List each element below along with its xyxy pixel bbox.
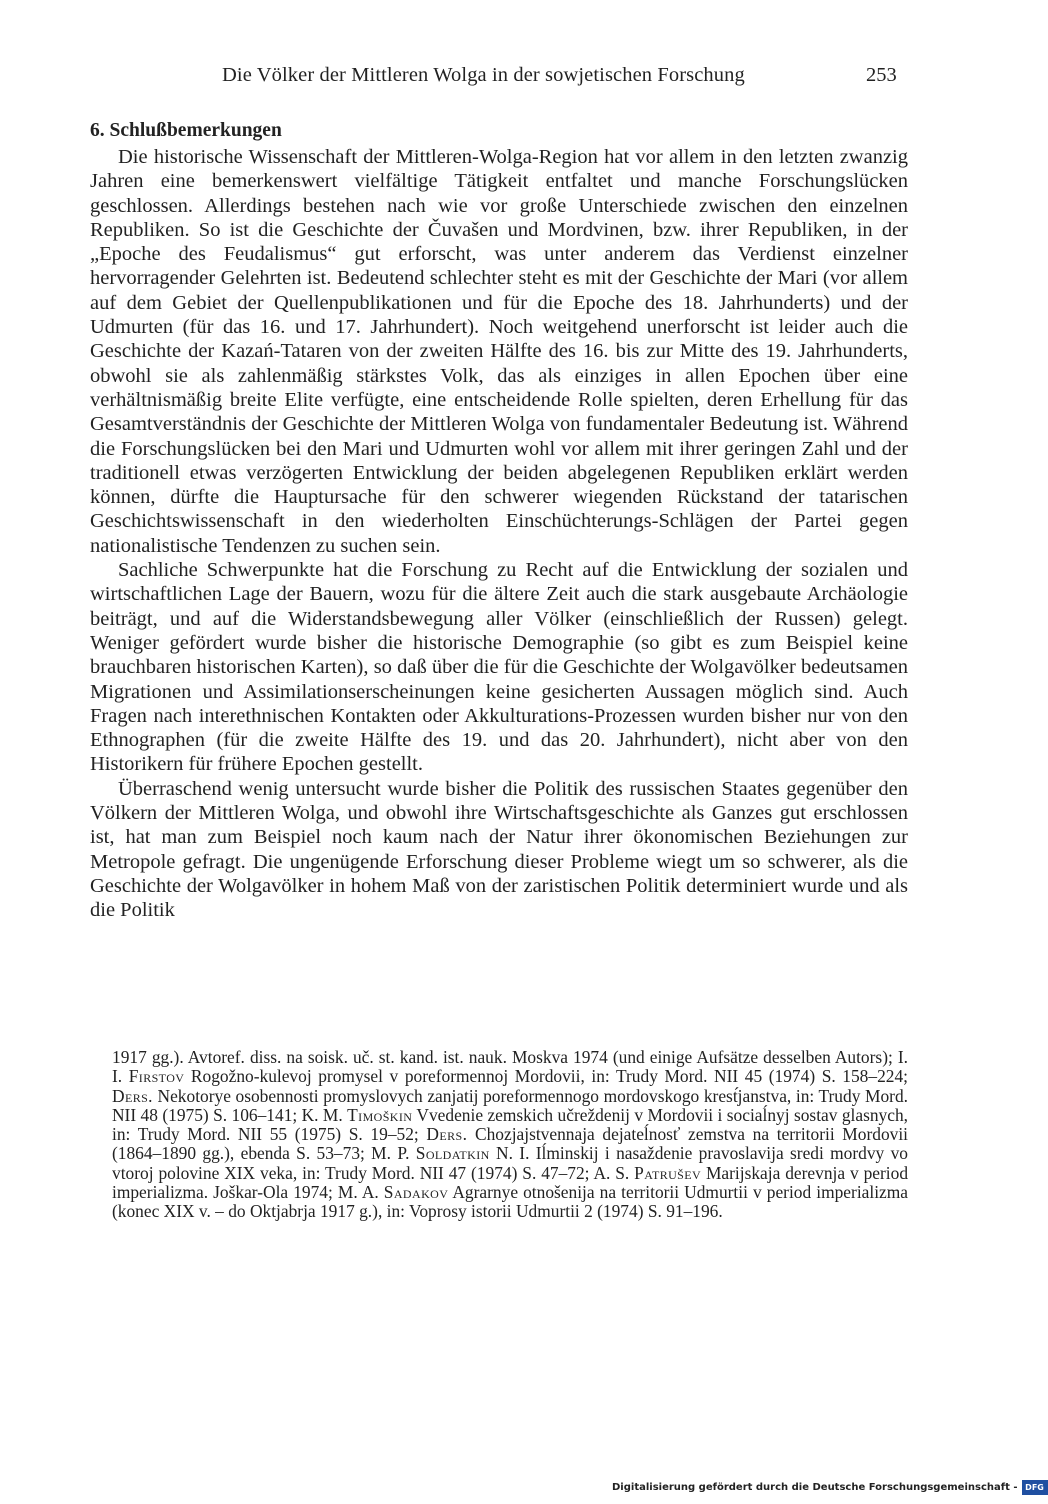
- footnote: [112, 1048, 908, 1222]
- credit-text: Digitalisierung gefördert durch die Deutsche Forschungsgemeinschaft -: [612, 1481, 1018, 1493]
- footnote-author-name: Sadakov: [383, 1182, 449, 1203]
- footnote-author-name: Ders.: [112, 1085, 153, 1106]
- footnote-author-name: Timoškin: [347, 1104, 413, 1125]
- section-heading: 6. Schlußbemerkungen: [90, 120, 282, 141]
- paragraph: Überraschend wenig untersucht wurde bisher die Politik des russischen Staates gegenüber den Völkern der Mittleren Wolga, und obwohl ihre Wirtschaftsgeschichte als Ganzes gut erschlossen ist, hat man zum Beispiel noch kaum nach der Natur ihrer ökonomischen Beziehungen zur Metropole gefragt. Die ungenügende Erforschung dieser Probleme wiegt um so schwerer, als die Geschichte der Wolgavölker in hohem Maß von der zaristischen Politik determiniert wurde und als die Politik: [90, 777, 908, 922]
- running-title: Die Völker der Mittleren Wolga in der sowjetischen Forschung: [222, 64, 745, 86]
- footnote-segment: Agrarnye otnošenija na territorii Udmurtii v period imperializma (konec XIX v. – do Oktjabrja 1917 g.), in: Voprosy istorii Udmurtii 2 (1974) S. 91–196.: [112, 1182, 908, 1222]
- footnote-author-name: Patrušev: [634, 1162, 702, 1183]
- body-text: [90, 145, 908, 923]
- page-number: 253: [866, 64, 897, 86]
- footnote-author-name: Firstov: [128, 1066, 185, 1087]
- digitization-credit: [612, 1478, 1048, 1496]
- footnote-segment: Chozjajstvennaja dejateĺnosť zemstva na territorii Mordovii (1864–1890 gg.), ebenda S. 53–73; M. P.: [112, 1124, 908, 1164]
- footnote-text: [112, 1048, 908, 1222]
- footnote-segment: Nekotorye osobennosti promyslovych zanjatij poreformennogo mordovskogo krest́janstva, in: Trudy Mord. NII 48 (1975) S. 106–141; K. M.: [112, 1085, 908, 1125]
- footnote-author-name: Ders.: [426, 1124, 468, 1145]
- paragraph: Die historische Wissenschaft der Mittleren-Wolga-Region hat vor allem in den letzten zwanzig Jahren eine bemerkenswert vielfältige Tätigkeit entfaltet und manche Forschungslücken geschlossen. Allerdings bestehen nach wie vor große Unterschiede zwischen den einzelnen Republiken. So ist die Geschichte der Čuvašen und Mordvinen, bzw. ihrer Republiken, in der „Epoche des Feudalismus“ gut erforscht, was unter anderem das Verdienst einzelner hervorragender Gelehrten ist. Bedeutend schlechter steht es mit der Geschichte der Mari (vor allem auf dem Gebiet der Quellenpublikationen und für die Epoche des 18. Jahrhunderts) und der Udmurten (für das 16. und 17. Jahrhundert). Noch weitgehend unerforscht ist leider auch die Geschichte der Kazań-Tataren von der zweiten Hälfte des 16. bis zur Mitte des 19. Jahrhunderts, obwohl sie als zahlenmäßig stärkstes Volk, das als einziges in allen Epochen über eine verhältnismäßig breite Elite verfügte, eine entscheidende Rolle spielten, deren Erhellung für das Gesamtverständnis der Geschichte der Mittleren Wolga von fundamentaler Bedeutung ist. Während die Forschungslücken bei den Mari und Udmurten wohl vor allem mit ihrer geringen Zahl und der traditionell etwas verzögerten Entwicklung der beiden abgelegenen Republiken erklärt werden können, dürfte die Hauptursache für den schwerer wiegenden Rückstand der tatarischen Geschichtswissenschaft in den wiederholten Einschüchterungs-Schlägen der Partei gegen nationalistische Tendenzen zu suchen sein.: [90, 146, 908, 557]
- footnote-segment: Rogožno-kulevoj promysel v poreformennoj Mordovii, in: Trudy Mord. NII 45 (1974) S. 158–224;: [184, 1066, 908, 1087]
- paragraph: Sachliche Schwerpunkte hat die Forschung zu Recht auf die Entwicklung der sozialen und wirtschaftlichen Lage der Bauern, wozu für die ältere Zeit auch die stark ausgebaute Archäologie beiträgt, und auf die Widerstandsbewegung aller Völker (einschließlich der Russen) gelegt. Weniger gefördert wurde bisher die historische Demographie (so gibt es zum Beispiel keine brauchbaren historischen Karten), so daß über die für die Geschichte der Wolgavölker bedeutsamen Migrationen und Assimilationserscheinungen keine gesicherten Aussagen möglich sind. Auch Fragen nach interethnischen Kontakten oder Akkulturations-Prozessen wurden bisher nur von den Ethnographen (für die zweite Hälfte des 19. und das 20. Jahrhundert), nicht aber von den Historikern für frühere Epochen gestellt.: [90, 559, 908, 776]
- dfg-logo-icon: DFG: [1022, 1480, 1048, 1495]
- footnote-author-name: Soldatkin: [415, 1143, 490, 1164]
- footnote-segment: Marijskaja derevnja v period imperializma. Joškar-Ola 1974; M. A.: [112, 1162, 909, 1203]
- footnote-segment: 1917 gg.). Avtoref. diss. na soisk. uč. st. kand. ist. nauk. Moskva 1974 (und einige Aufsätze desselben Autors); I. I.: [112, 1047, 908, 1087]
- footnote-segment: N. I. Iĺminskij i nasaždenie pravoslavija sredi mordvy vo vtoroj polovine XIX veka, in: Trudy Mord. NII 47 (1974) S. 47–72; A. S.: [112, 1143, 908, 1183]
- footnote-segment: Vvedenie zemskich učreždenij v Mordovii i sociaĺnyj sostav glasnych, in: Trudy Mord. NII 55 (1975) S. 19–52;: [112, 1104, 909, 1145]
